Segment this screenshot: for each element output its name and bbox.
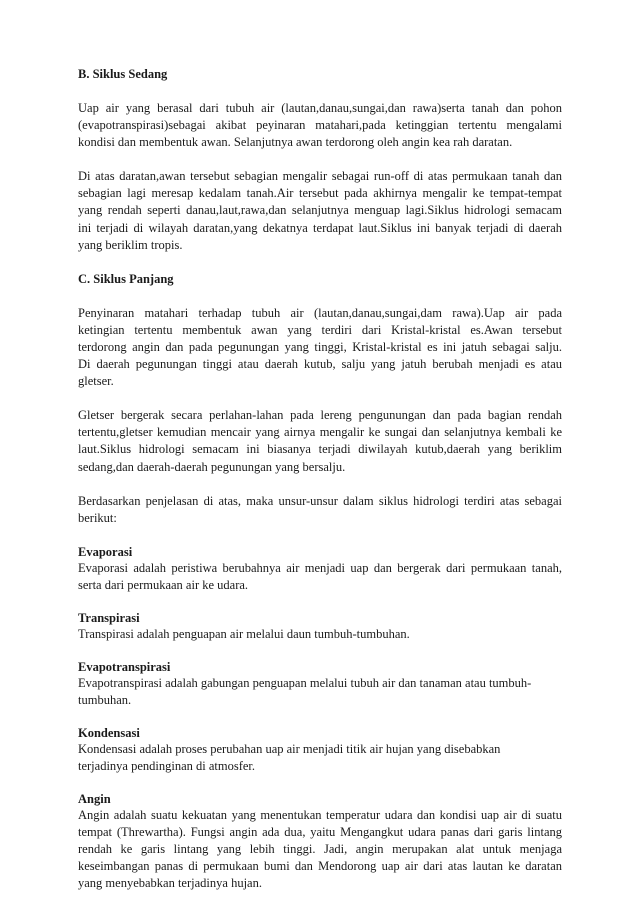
term-angin (78, 791, 562, 892)
section-c-paragraph-3 (78, 493, 562, 527)
text-line: Kondensasi adalah proses perubahan uap air menjadi titik air hujan yang disebabkan (78, 741, 501, 756)
text-line: sedang,dan daerah-daerah pegunungan yang bersalju. (78, 459, 346, 474)
term-description (78, 626, 562, 643)
text-line: tempat (Threwartha). Fungsi angin ada dua, yaitu Mengangkut udara panas dari garis lintang (78, 824, 562, 839)
term-transpirasi (78, 610, 562, 643)
text-line: berikut: (78, 510, 117, 525)
text-line: terjadinya pendinginan di atmosfer. (78, 758, 256, 773)
text-line: Berdasarkan penjelasan di atas, maka unsur-unsur dalam siklus hidrologi terdiri atas sebagai (78, 493, 562, 508)
text-line: yang beriklim tropis. (78, 237, 183, 252)
text-line: Gletser bergerak secara perlahan-lahan pada lereng pengunungan dan pada bagian rendah (78, 408, 562, 423)
section-b-paragraph-1 (78, 100, 562, 151)
text-line: sebagian lagi meresap kedalam tanah.Air tersebut pada akhirnya mengalir ke tempat-tempat (78, 186, 562, 201)
text-line: Transpirasi adalah penguapan air melalui daun tumbuh-tumbuhan. (78, 626, 410, 641)
term-description (78, 741, 562, 775)
text-line: laut.Siklus hidrologi semacam ini biasanya terjadi diwilayah kutub,daerah yang beriklim (78, 442, 562, 457)
text-line: Evaporasi adalah peristiwa berubahnya air menjadi uap dan bergerak dari permukaan tanah, (78, 560, 562, 575)
text-line: Angin adalah suatu kekuatan yang menentukan temperatur udara dan kondisi uap air di suatu (78, 807, 562, 822)
text-line: rendah ke garis lintang yang lebih tinggi. Jadi, angin merupakan alat untuk menjaga (78, 841, 562, 856)
text-line: kondisi dan membentuk awan. Selanjutnya awan terdorong oleh angin kea rah daratan. (78, 135, 513, 150)
term-title: Transpirasi (78, 610, 140, 625)
term-title: Angin (78, 791, 111, 806)
text-line: serta dari permukaan air ke udara. (78, 577, 249, 592)
section-b-heading: B. Siklus Sedang (78, 67, 168, 81)
term-description (78, 675, 562, 709)
section-b-paragraph-2 (78, 168, 562, 253)
text-line: terdorong angin dan pada pegunungan yang tinggi, Kristal-kristal es ini jatuh sebagai salju. (78, 339, 562, 354)
text-line: (evapotranspirasi)sebagai akibat peyinaran matahari,pada ketinggian tertentu mengalami (78, 118, 562, 133)
text-line: Penyinaran matahari terhadap tubuh air (lautan,danau,sungai,dam rawa).Uap air pada (78, 305, 562, 320)
text-line: tumbuhan. (78, 692, 132, 707)
term-title: Evaporasi (78, 544, 133, 559)
text-line: tertentu,gletser kemudian mencair yang airnya mengalir ke sungai dan selanjutnya kembali ke (78, 425, 562, 440)
text-line: ketingian tertentu membentuk awan yang terdiri dari Kristal-kristal es.Awan tersebut (78, 322, 562, 337)
section-c-paragraph-2 (78, 407, 562, 475)
term-kondensasi (78, 725, 562, 775)
text-line: Uap air yang berasal dari tubuh air (lautan,danau,sungai,dan rawa)serta tanah dan pohon (78, 101, 562, 115)
term-description (78, 807, 562, 892)
term-evaporasi (78, 544, 562, 594)
term-title: Evapotranspirasi (78, 659, 171, 674)
text-line: Di atas daratan,awan tersebut sebagian mengalir sebagai run-off di atas permukaan tanah dan (78, 169, 562, 184)
text-line: keseimbangan panas di permukaan bumi dan Mendorong uap air dari atas lautan ke daratan (78, 858, 562, 873)
term-title: Kondensasi (78, 725, 140, 740)
text-line: Di daerah pegunungan tinggi atau daerah kutub, salju yang jatuh berubah menjadi es atau (78, 357, 562, 372)
document-page (78, 66, 562, 892)
term-description (78, 560, 562, 594)
term-evapotranspirasi (78, 659, 562, 709)
text-line: yang menyebabkan terjadinya hujan. (78, 875, 262, 890)
text-line: gletser. (78, 374, 114, 389)
section-c-heading: C. Siklus Panjang (78, 271, 174, 286)
text-line: yang rendah seperti danau,laut,rawa,dan selanjutnya menguap lagi.Siklus hidrologi semacam (78, 203, 562, 218)
section-c-paragraph-1 (78, 305, 562, 390)
text-line: Evapotranspirasi adalah gabungan penguapan melalui tubuh air dan tanaman atau tumbuh- (78, 675, 532, 690)
text-line: ini terjadi di wilayah daratan,yang dekatnya terdapat laut.Siklus ini banyak terjadi di daerah (78, 220, 562, 235)
